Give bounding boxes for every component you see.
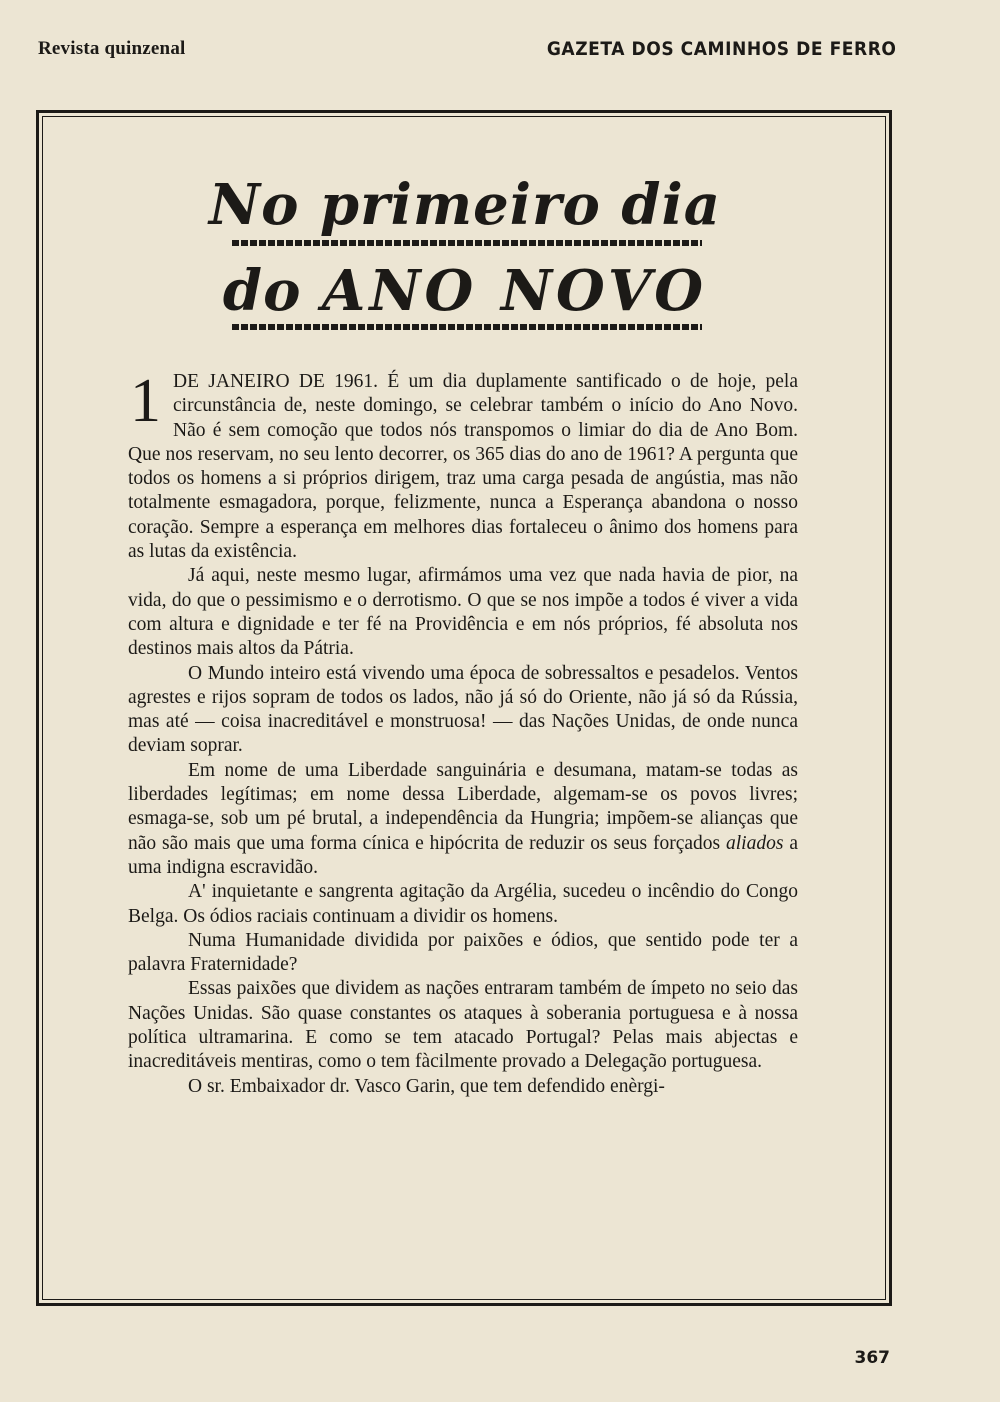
paragraph-4: [128, 759, 798, 880]
header-publication-title: GAZETA DOS CAMINHOS DE FERRO: [546, 38, 896, 60]
paragraph-4-text-b: a uma indigna escravidão.: [128, 832, 799, 878]
paragraph-4-text-a: Em nome de uma Liberdade sanguinária e desumana, matam-se todas as liberdades legítimas; em nome dessa Liberdade, algemam-se os povos livres; esmaga-se, sob um pé brutal, a independência da Hungria; impõem-se alianças que não são mais que uma forma cínica e hipócrita de reduzir os seus forçados: [128, 759, 798, 854]
title-rule-1: [232, 240, 702, 246]
title-line-2-prefix: do: [222, 258, 302, 324]
paragraph-5: A' inquietante e sangrenta agitação da Argélia, sucedeu o incêndio do Congo Belga. Os ódios raciais continuam a dividir os homens.: [128, 881, 798, 927]
article-title-line-2: [0, 258, 930, 324]
paragraph-7: Essas paixões que dividem as nações entraram também de ímpeto no seio das Nações Unidas. São quase constantes os ataques à soberania portuguesa e à nossa política ultramarina. E como se tem atacado Portugal? Pelas mais abjectas e inacreditáveis mentiras, como o tem fàcilmente provado a Delegação portuguesa.: [128, 978, 798, 1073]
article-body: [128, 367, 799, 1099]
paragraph-1-text: DE JANEIRO DE 1961. É um dia duplamente santificado o de hoje, pela circunstância de, neste domingo, se celebrar também o início do Ano Novo. Não é sem comoção que todos nós transpomos o limiar do dia de Ano Bom. Que nos reservam, no seu lento decorrer, os 365 dias do ano de 1961? A pergunta que todos os homens a si próprios dirigem, traz uma carga pesada de angústia, mas não totalmente esmagadora, porque, felizmente, nunca a Esperança abandona o nosso coração. Sempre a esperança em melhores dias fortaleceu o ânimo dos homens para as lutas da existência.: [128, 371, 798, 563]
article-title-line-1: No primeiro dia: [208, 172, 722, 238]
paragraph-2: Já aqui, neste mesmo lugar, afirmámos uma vez que nada havia de pior, na vida, do que o pessimismo e o derrotismo. O que se nos impõe a todos é viver a vida com altura e dignidade e ter fé na Providência e em nós próprios, fé absoluta nos destinos mais altos da Pátria.: [128, 565, 798, 660]
paragraph-3: O Mundo inteiro está vivendo uma época de sobressaltos e pesadelos. Ventos agrestes e rijos sopram de todos os lados, não já só do Oriente, não já só da Rússia, mas até — coisa inacreditável e monstruosa! — das Nações Unidas, de onde nunca deviam soprar.: [128, 662, 798, 757]
title-line-2-caps: ANO NOVO: [321, 258, 708, 324]
page-number: 367: [854, 1348, 890, 1368]
paragraph-1: [128, 367, 798, 564]
paragraph-8: O sr. Embaixador dr. Vasco Garin, que tem defendido enèrgi-: [188, 1075, 665, 1097]
drop-cap: 1: [130, 367, 161, 435]
header-publication-frequency: Revista quinzenal: [38, 38, 186, 59]
paragraph-4-emphasis: aliados: [726, 832, 784, 854]
paragraph-6: Numa Humanidade dividida por paixões e ódios, que sentido pode ter a palavra Fraternidade?: [128, 929, 798, 976]
title-rule-2: [232, 324, 702, 330]
